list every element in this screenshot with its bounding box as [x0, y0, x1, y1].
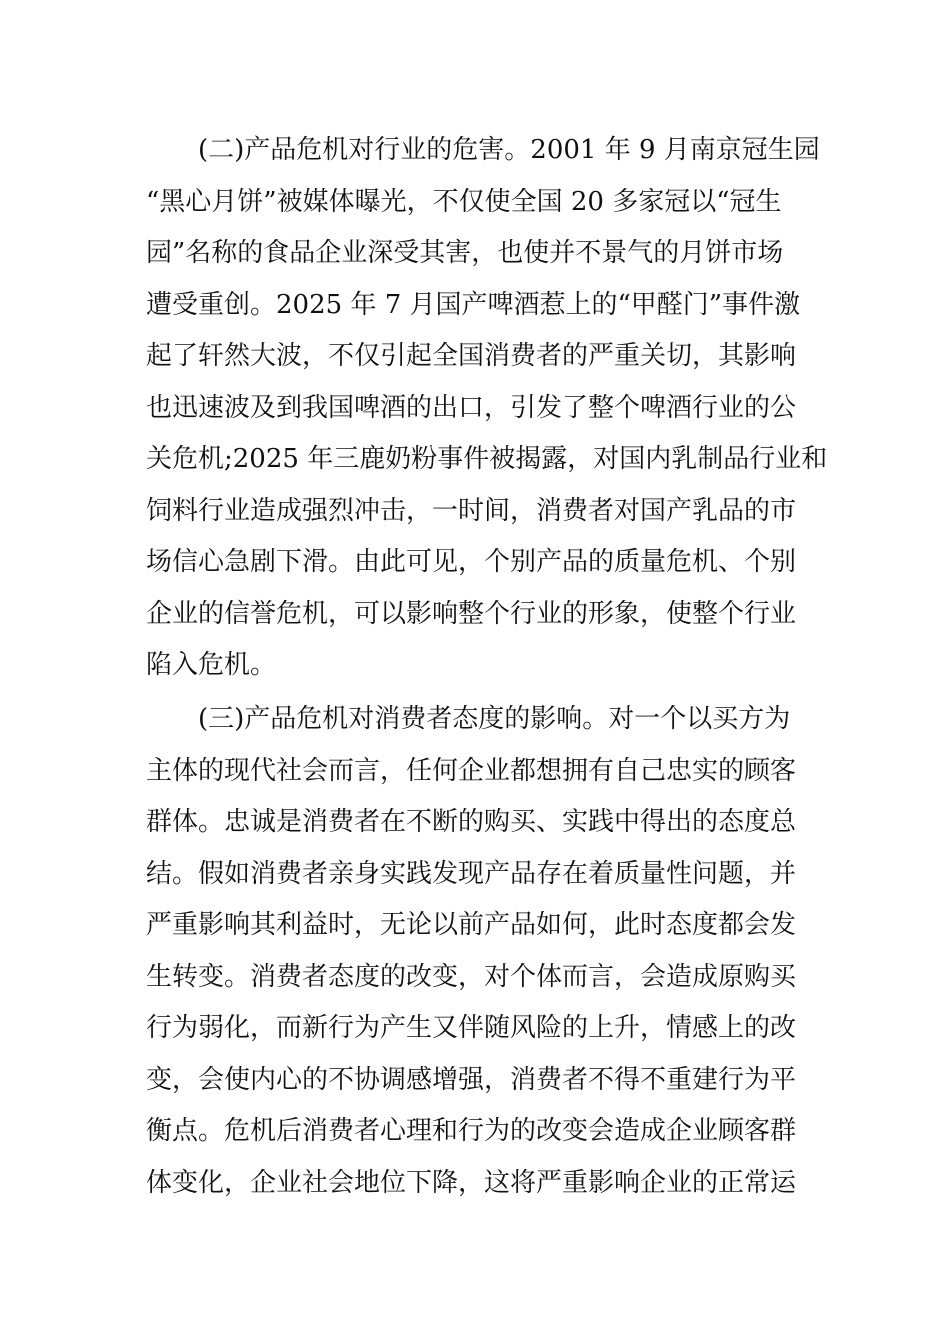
text-line: 关危机;2025 年三鹿奶粉事件被揭露，对国内乳制品行业和: [146, 444, 828, 474]
text-line: 体变化，企业社会地位下降，这将严重影响企业的正常运: [146, 1167, 797, 1198]
text-line: 陷入危机。: [146, 650, 277, 680]
text-line: 场信心急剧下滑。由此可见，个别产品的质量危机、个别: [146, 547, 797, 577]
text-line: 饲料行业造成强烈冲击，一时间，消费者对国产乳品的市: [146, 495, 797, 526]
text-line: 也迅速波及到我国啤酒的出口，引发了整个啤酒行业的公: [146, 392, 797, 423]
text-line: 园”名称的食品企业深受其害，也使并不景气的月饼市场: [146, 238, 784, 268]
text-line: (三)产品危机对消费者态度的影响。对一个以买方为: [198, 704, 791, 734]
text-line: 衡点。危机后消费者心理和行为的改变会造成企业顾客群: [146, 1116, 797, 1146]
text-line: 群体。忠诚是消费者在不断的购买、实践中得出的态度总: [146, 807, 797, 837]
text-line: 行为弱化，而新行为产生又伴随风险的上升，情感上的改: [146, 1013, 797, 1043]
text-line: 结。假如消费者亲身实践发现产品存在着质量性问题，并: [146, 858, 797, 889]
text-line: (二)产品危机对行业的危害。2001 年 9 月南京冠生园: [198, 135, 820, 165]
text-line: 严重影响其利益时，无论以前产品如何，此时态度都会发: [146, 910, 797, 940]
paragraph-section-3: [146, 694, 806, 1209]
text-line: 遭受重创。2025 年 7 月国产啤酒惹上的“甲醛门”事件激: [146, 289, 801, 320]
text-line: 主体的现代社会而言，任何企业都想拥有自己忠实的顾客: [146, 755, 797, 786]
text-line: “黑心月饼”被媒体曝光，不仅使全国 20 多家冠以“冠生: [146, 186, 782, 217]
text-line: 起了轩然大波，不仅引起全国消费者的严重关切，其影响: [146, 341, 797, 371]
text-line: 企业的信誉危机，可以影响整个行业的形象，使整个行业: [146, 598, 797, 629]
paragraph-section-2: [146, 125, 828, 692]
text-line: 变，会使内心的不协调感增强，消费者不得不重建行为平: [146, 1064, 797, 1095]
text-line: 生转变。消费者态度的改变，对个体而言，会造成原购买: [146, 961, 797, 992]
